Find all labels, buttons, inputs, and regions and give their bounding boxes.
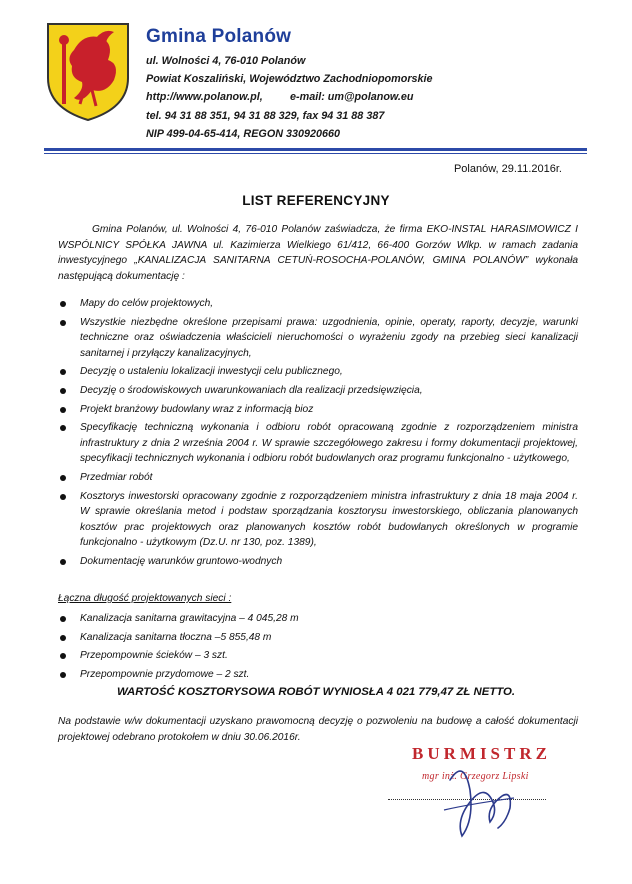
handwritten-signature-icon — [440, 750, 520, 842]
closing-paragraph: Na podstawie w/w dokumentacji uzyskano prawomocną decyzję o pozwoleniu na budowę a całość dokumentacji projektowej odebrano protokołem w dniu 30.06.2016r. — [58, 716, 578, 743]
bullet-icon — [60, 559, 66, 565]
bullet-icon — [60, 388, 66, 394]
list-item: Decyzję o ustaleniu lokalizacji inwestycji celu publicznego, — [58, 364, 578, 380]
intro-paragraph: Gmina Polanów, ul. Wolności 4, 76-010 Polanów zaświadcza, że firma EKO-INSTAL HARASIMOWICZ I WSPÓLNICY SPÓŁKA JAWNA ul. Kazimierza Wielkiego 61/412, 66-400 Gorzów Wlkp. w ramach zadania inwestycyjnego „KANALIZACJA SANITARNA CETUŃ-ROSOCHA-POLANÓW, GMINA POLANÓW” wykonała następującą dokumentację : — [58, 224, 578, 282]
mayor-stamp-title: BURMISTRZ — [412, 744, 551, 763]
list-item: Decyzję o środowiskowych uwarunkowaniach dla realizacji przedsięwzięcia, — [58, 383, 578, 399]
list-item: Przepompownie przydomowe – 2 szt. — [58, 667, 578, 683]
list-item: Przedmiar robót — [58, 470, 578, 486]
tax-ids-line: NIP 499-04-65-414, REGON 330920660 — [146, 128, 341, 140]
phone-line: tel. 94 31 88 351, 94 31 88 329, fax 94 31 88 387 — [146, 110, 385, 122]
lengths-heading: Łączna długość projektowanych sieci : — [58, 593, 232, 604]
bullet-icon — [60, 475, 66, 481]
list-item: Wszystkie niezbędne określone przepisami prawa: uzgodnienia, opinie, operaty, raporty, decyzje, warunki techniczne oraz oświadczenia właścicieli nieruchomości o wyrażeniu zgody na przebieg sieci kanalizacji sanitarnej i przyłączy kanalizacyjnych, — [58, 315, 578, 362]
address-line: ul. Wolności 4, 76-010 Polanów — [146, 55, 306, 67]
page-title: LIST REFERENCYJNY — [242, 193, 390, 208]
list-item: Przepompownie ścieków – 3 szt. — [58, 648, 578, 664]
mayor-stamp-name: mgr inż. Grzegorz Lipski — [422, 771, 529, 782]
list-item: Specyfikację techniczną wykonania i odbioru robót opracowaną zgodnie z rozporządzeniem ministra infrastruktury z dnia 2 września 2004 r. W sprawie szczegółowego zakresu i formy dokumentacji projektowej, specyfikacji technicznych wykonania i odbioru robót budowlanych oraz programu funkcjonalno - użytkowego, — [58, 420, 578, 467]
bullet-icon — [60, 635, 66, 641]
list-item: Projekt branżowy budowlany wraz z informacją bioz — [58, 402, 578, 418]
cost-estimate-value: WARTOŚĆ KOSZTORYSOWA ROBÓT WYNIOSŁA 4 021 779,47 ZŁ NETTO. — [116, 686, 516, 698]
coat-of-arms-icon — [44, 20, 132, 122]
bullet-icon — [60, 653, 66, 659]
list-item: Kosztorys inwestorski opracowany zgodnie z rozporządzeniem ministra infrastruktury z dnia 18 maja 2004 r. W sprawie określania metod i podstaw sporządzania kosztorysu inwestorskiego, obliczania planowanych kosztów prac projektowych oraz planowanych kosztów robót budowlanych określonych w programie funkcjonalno - użytkowym (Dz.U. nr 130, poz. 1389), — [58, 489, 578, 551]
bullet-icon — [60, 301, 66, 307]
bullet-icon — [60, 320, 66, 326]
letter-date: Polanów, 29.11.2016r. — [453, 163, 562, 175]
region-line: Powiat Koszaliński, Województwo Zachodniopomorskie — [146, 73, 433, 85]
documents-list — [58, 296, 578, 573]
list-item: Kanalizacja sanitarna grawitacyjna – 4 045,28 m — [58, 611, 578, 627]
list-item: Kanalizacja sanitarna tłoczna –5 855,48 m — [58, 630, 578, 646]
bullet-icon — [60, 494, 66, 500]
bullet-icon — [60, 425, 66, 431]
org-name: Gmina Polanów — [146, 26, 292, 47]
website-link[interactable]: http://www.polanow.pl, — [146, 91, 263, 103]
header-divider-thin — [44, 153, 587, 154]
header-divider — [44, 148, 587, 151]
bullet-icon — [60, 407, 66, 413]
list-item: Mapy do celów projektowych, — [58, 296, 578, 312]
list-item: Dokumentację warunków gruntowo-wodnych — [58, 554, 578, 570]
bullet-icon — [60, 616, 66, 622]
bullet-icon — [60, 369, 66, 375]
bullet-icon — [60, 672, 66, 678]
network-lengths-list — [58, 611, 578, 685]
email-link[interactable]: e-mail: um@polanow.eu — [290, 91, 414, 103]
